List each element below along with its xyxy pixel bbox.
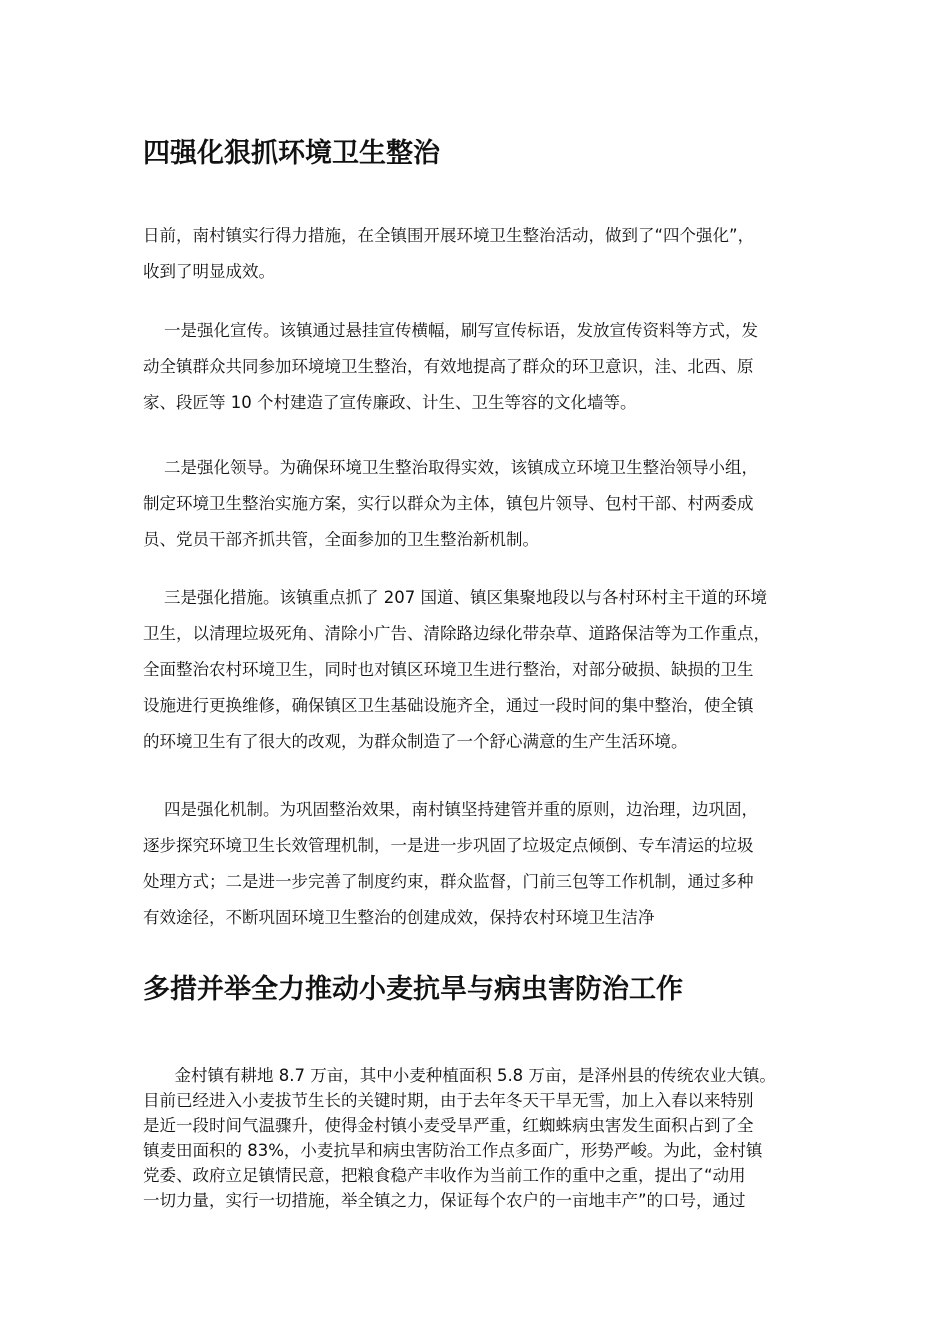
paragraph-intro — [143, 218, 813, 290]
paragraph-mechanism — [143, 792, 813, 936]
text-line: 设施进行更换维修，确保镇区卫生基础设施齐全，通过一段时间的集中整治，使全镇 — [143, 696, 754, 715]
text-line: 逐步探究环境卫生长效管理机制，一是进一步巩固了垃圾定点倾倒、专车清运的垃圾 — [143, 836, 754, 855]
text-line: 收到了明显成效。 — [143, 262, 275, 281]
text-line: 一切力量，实行一切措施，举全镇之力，保证每个农户的一亩地丰产”的口号，通过 — [143, 1191, 746, 1210]
text-line: 处理方式；二是进一步完善了制度约束，群众监督，门前三包等工作机制，通过多种 — [143, 872, 754, 891]
text-line: 目前已经进入小麦拔节生长的关键时期，由于去年冬天干旱无雪，加上入春以来特别 — [143, 1091, 754, 1110]
text-line: 金村镇有耕地 8.7 万亩，其中小麦种植面积 5.8 万亩，是泽州县的传统农业大镇。 — [143, 1066, 776, 1085]
text-line: 一是强化宣传。该镇通过悬挂宣传横幅，刷写宣传标语，发放宣传资料等方式，发 — [143, 321, 758, 340]
paragraph-jincun — [143, 1063, 823, 1213]
paragraph-measures — [143, 580, 813, 760]
paragraph-leadership — [143, 450, 813, 558]
text-line: 卫生，以清理垃圾死角、清除小广告、清除路边绿化带杂草、道路保洁等为工作重点， — [143, 624, 770, 643]
text-line: 全面整治农村环境卫生，同时也对镇区环境卫生进行整治，对部分破损、缺损的卫生 — [143, 660, 754, 679]
paragraph-publicity — [143, 313, 813, 421]
text-line: 是近一段时间气温骤升，使得金村镇小麦受旱严重，红蜘蛛病虫害发生面积占到了全 — [143, 1116, 754, 1135]
text-line: 党委、政府立足镇情民意，把粮食稳产丰收作为当前工作的重中之重，提出了“动用 — [143, 1166, 746, 1185]
text-line: 家、段匠等 10 个村建造了宣传廉政、计生、卫生等容的文化墙等。 — [143, 393, 637, 412]
section-title: 多措并举全力推动小麦抗旱与病虫害防治工作 — [143, 974, 683, 1005]
text-line: 镇麦田面积的 83%，小麦抗旱和病虫害防治工作点多面广，形势严峻。为此，金村镇 — [143, 1141, 763, 1160]
text-line: 员、党员干部齐抓共管，全面参加的卫生整治新机制。 — [143, 530, 539, 549]
text-line: 三是强化措施。该镇重点抓了 207 国道、镇区集聚地段以与各村环村主干道的环境 — [143, 588, 767, 607]
text-line: 制定环境卫生整治实施方案，实行以群众为主体，镇包片领导、包村干部、村两委成 — [143, 494, 754, 513]
text-line: 二是强化领导。为确保环境卫生整治取得实效，该镇成立环境卫生整治领导小组， — [143, 458, 758, 477]
section-title: 四强化狠抓环境卫生整治 — [143, 138, 440, 169]
text-line: 动全镇群众共同参加环境境卫生整治，有效地提高了群众的环卫意识，洼、北西、原 — [143, 357, 754, 376]
text-line: 四是强化机制。为巩固整治效果，南村镇坚持建管并重的原则，边治理，边巩固， — [143, 800, 758, 819]
text-line: 日前，南村镇实行得力措施，在全镇围开展环境卫生整治活动，做到了“四个强化”， — [143, 226, 755, 245]
text-line: 的环境卫生有了很大的改观，为群众制造了一个舒心满意的生产生活环境。 — [143, 732, 688, 751]
text-line: 有效途径，不断巩固环境卫生整治的创建成效，保持农村环境卫生洁净 — [143, 908, 655, 927]
